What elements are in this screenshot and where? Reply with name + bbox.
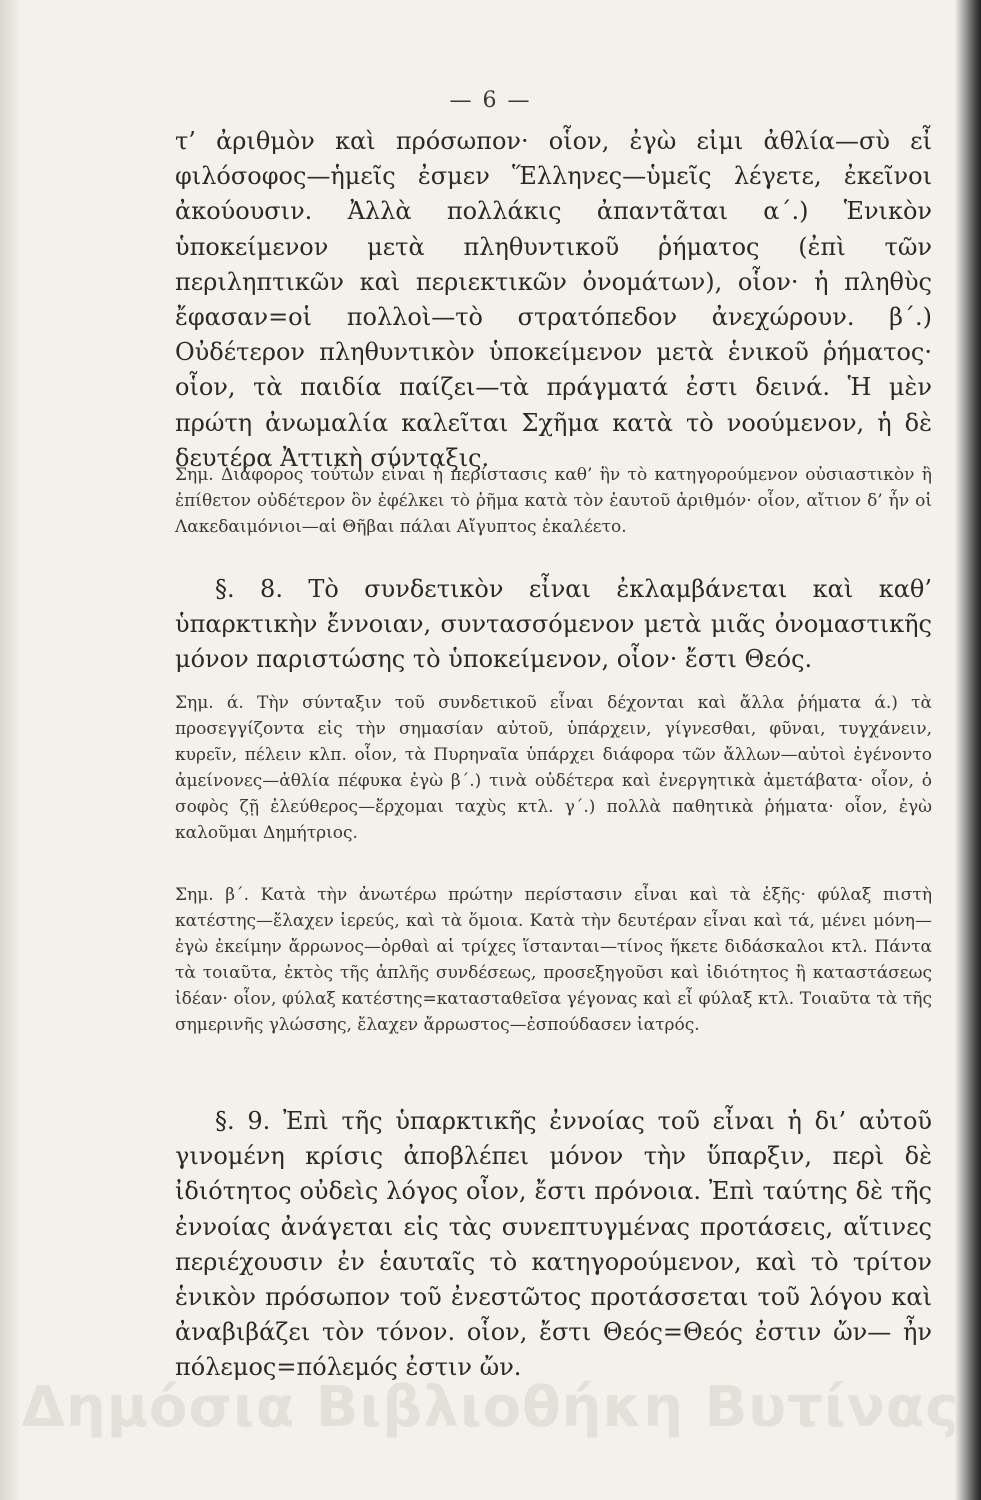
- footnote-remark: Σημ. Διάφορος τούτων εἶναι ἡ περίστασις καθ’ ἣν τὸ κατηγορούμενον οὐσιαστικὸν ἢ ἐπίθετον οὐδέτερον ὂν ἐφέλκει τὸ ῥῆμα κατὰ τὸν ἑαυτοῦ ἀριθμόν· οἷον, αἴτιον δ’ ἦν οἱ Λακεδαιμόνιοι—αἱ Θῆβαι πάλαι Αἴγυπτος ἐκαλέετο.: [175, 465, 932, 537]
- right-book-spine: [955, 0, 981, 1500]
- remark-b: Σημ. β΄. Κατὰ τὴν ἀνωτέρω πρώτην περίστασιν εἶναι καὶ τὰ ἑξῆς· φύλαξ πιστὴ κατέστης—ἔλαχεν ἱερεύς, καὶ τὰ ὅμοια. Κατὰ τὴν δευτέραν εἶναι καὶ τά, μένει μόνη—ἐγὼ ἐκείμην ἄρρωνος—ὀρθαὶ αἱ τρίχες ἵστανται—τίνος ἥκετε διδάσκαλοι κτλ. Πάντα τὰ τοιαῦτα, ἐκτὸς τῆς ἁπλῆς συνδέσεως, προσεξηγοῦσι καὶ ἰδιότητος ἢ καταστάσεως ἰδέαν· οἷον, φύλαξ κατέστης=κατασταθεῖσα γέγονας καὶ εἶ φύλαξ κτλ. Τοιαῦτα τὰ τῆς σημερινῆς γλώσσης, ἔλαχεν ἄρρωστος—ἐσπούδασεν ἰατρός.: [175, 885, 932, 1035]
- section-8-paragraph: §. 8. Τὸ συνδετικὸν εἶναι ἐκλαμβάνεται καὶ καθ’ ὑπαρκτικὴν ἔννοιαν, συντασσόμενον μετὰ μιᾶς ὀνομαστικῆς μόνον παριστώσης τὸ ὑποκείμενον, οἷον· ἔστι Θεός.: [175, 575, 932, 674]
- library-watermark: Δημόσια Βιβλιοθήκη Βυτίνας: [21, 1375, 960, 1440]
- paragraph-continuation: τ’ ἀριθμὸν καὶ πρόσωπον· οἷον, ἐγὼ εἰμι ἀθλία—σὺ εἶ φιλόσοφος—ἡμεῖς ἐσμεν Ἕλληνες—ὑμεῖς λέγετε, ἐκεῖνοι ἀκούουσιν. Ἀλλὰ πολλάκις ἀπαντᾶται α΄.) Ἑνικὸν ὑποκείμενον μετὰ πληθυντικοῦ ῥήματος (ἐπὶ τῶν περιληπτικῶν καὶ περιεκτικῶν ὀνομάτων), οἷον· ἡ πληθὺς ἔφασαν=οἱ πολλοὶ—τὸ στρατόπεδον ἀνεχώρουν. β΄.) Οὐδέτερον πληθυντικὸν ὑποκείμενον μετὰ ἑνικοῦ ῥήματος· οἷον, τὰ παιδία παίζει—τὰ πράγματά ἐστι δεινά. Ἡ μὲν πρώτη ἀνωμαλία καλεῖται Σχῆμα κατὰ τὸ νοούμενον, ἡ δὲ δευτέρα Ἀττικὴ σύνταξις.: [175, 127, 932, 472]
- left-page-edge: [0, 0, 20, 1500]
- section-9-paragraph: §. 9. Ἐπὶ τῆς ὑπαρκτικῆς ἐννοίας τοῦ εἶναι ἡ δι’ αὐτοῦ γινομένη κρίσις ἀποβλέπει μόνον τὴν ὕπαρξιν, περὶ δὲ ἰδιότητος οὐδεὶς λόγος οἷον, ἔστι πρόνοια. Ἐπὶ ταύτης δὲ τῆς ἐννοίας ἀνάγεται εἰς τὰς συνεπτυγμένας προτάσεις, αἵτινες περιέχουσιν ἐν ἑαυταῖς τὸ κατηγορούμενον, καὶ τὸ τρίτον ἑνικὸν πρόσωπον τοῦ ἐνεστῶτος προτάσσεται τοῦ λόγου καὶ ἀναβιβάζει τὸν τόνον. οἷον, ἔστι Θεός=Θεός ἐστιν ὤν— ἦν πόλεμος=πόλεμός ἐστιν ὤν.: [175, 1107, 932, 1382]
- page-number: — 6 —: [449, 88, 532, 113]
- remark-a: Σημ. ά. Τὴν σύνταξιν τοῦ συνδετικοῦ εἶναι δέχονται καὶ ἄλλα ῥήματα ά.) τὰ προσεγγίζοντα εἰς τὴν σημασίαν αὐτοῦ, ὑπάρχειν, γίγνεσθαι, φῦναι, τυγχάνειν, κυρεῖν, πέλειν κλπ. οἷον, τὰ Πυρηναῖα ὑπάρχει διάφορα τῶν ἄλλων—αὐτοὶ ἐγένοντο ἀμείνονες—ἀθλία πέφυκα ἐγὼ β΄.) τινὰ οὐδέτερα καὶ ἐνεργητικὰ ἀμετάβατα· οἷον, ὁ σοφὸς ζῇ ἐλεύθερος—ἔρχομαι ταχὺς κτλ. γ΄.) πολλὰ παθητικὰ ῥήματα· οἷον, ἐγὼ καλοῦμαι Δημήτριος.: [175, 693, 932, 843]
